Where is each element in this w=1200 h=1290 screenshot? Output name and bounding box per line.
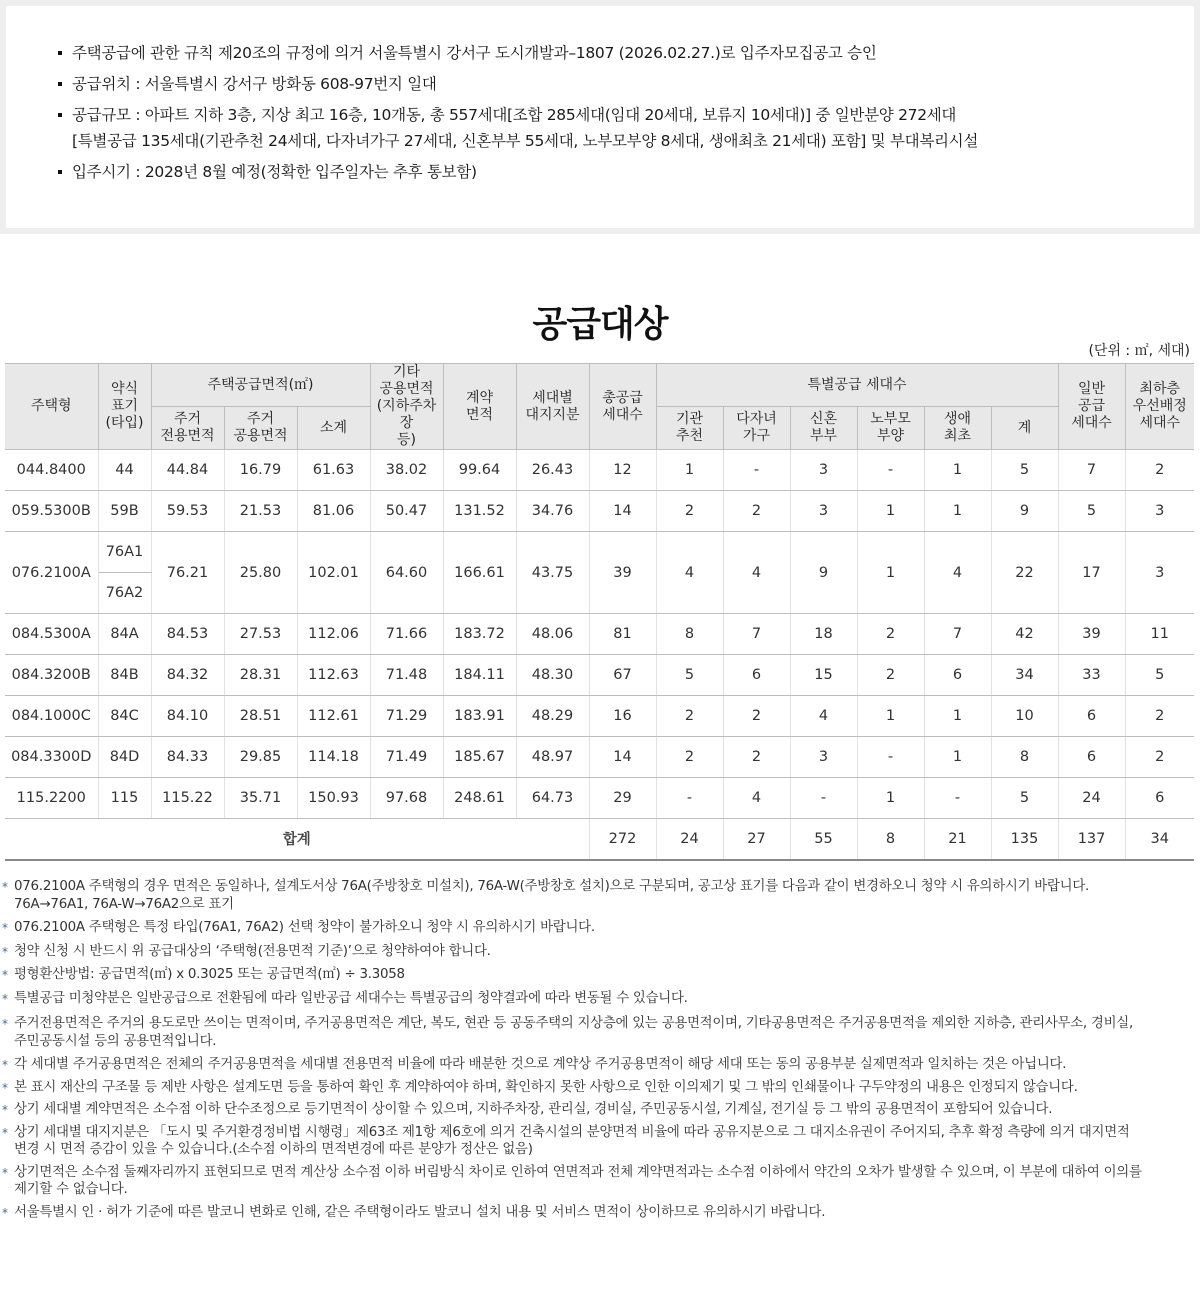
cell-institution: 5 — [656, 655, 723, 696]
cell-housing-type: 076.2100A — [5, 532, 98, 614]
cell-special-total: 34 — [991, 655, 1058, 696]
note-text: 각 세대별 주거공용면적은 전체의 주거공용면적을 세대별 전용면적 비율에 따라 배분한 것으로 계약상 주거공용면적이 해당 세대 또는 동의 공용부분 실제면적과 일치하는 것은 아닙니다. — [14, 1057, 1067, 1072]
cell-general-supply: 6 — [1058, 696, 1125, 737]
asterisk-icon: * — [2, 1205, 8, 1220]
note-text: 076.2100A 주택형은 특정 타입(76A1, 76A2) 선택 청약이 불가하오니 청약 시 유의하시기 바랍니다. — [14, 920, 595, 935]
cell-land-share: 43.75 — [516, 532, 589, 614]
header-multi-child: 다자녀 가구 — [723, 407, 790, 450]
cell-other-common: 71.49 — [370, 737, 443, 778]
cell-short-type: 44 — [98, 450, 151, 491]
note-item — [0, 1164, 1200, 1199]
cell-lowest-floor: 3 — [1125, 491, 1194, 532]
table-row — [5, 655, 1194, 696]
cell-special-total: 5 — [991, 778, 1058, 819]
note-item — [0, 1015, 1200, 1050]
header-special-supply: 특별공급 세대수 — [656, 364, 1058, 407]
note-text-continued: 76A→76A1, 76A-W→76A2으로 표기 — [14, 896, 234, 912]
cell-exclusive: 76.21 — [151, 532, 224, 614]
cell-housing-type: 084.5300A — [5, 614, 98, 655]
cell-lowest-floor: 5 — [1125, 655, 1194, 696]
cell-total-supply: 14 — [589, 491, 656, 532]
cell-housing-type: 059.5300B — [5, 491, 98, 532]
cell-exclusive: 84.53 — [151, 614, 224, 655]
note-text-continued: 제기할 수 없습니다. — [14, 1182, 128, 1197]
cell-multi-child: 2 — [723, 491, 790, 532]
cell-lowest-floor: 6 — [1125, 778, 1194, 819]
cell-first-time: 7 — [924, 614, 991, 655]
note-item — [0, 1101, 1200, 1119]
cell-common: 35.71 — [224, 778, 297, 819]
cell-institution: 2 — [656, 491, 723, 532]
cell-subtotal: 81.06 — [297, 491, 370, 532]
cell-short-type: 76A1 — [98, 532, 151, 573]
cell-other-common: 64.60 — [370, 532, 443, 614]
cell-elderly-parents: 1 — [857, 491, 924, 532]
cell-common: 28.31 — [224, 655, 297, 696]
total-newly: 55 — [790, 819, 857, 860]
cell-contract-area: 248.61 — [443, 778, 516, 819]
cell-first-time: - — [924, 778, 991, 819]
note-text: 청약 신청 시 반드시 위 공급대상의 ‘주택형(전용면적 기준)’으로 청약하여야 합니다. — [14, 943, 491, 959]
cell-first-time: 6 — [924, 655, 991, 696]
cell-subtotal: 112.06 — [297, 614, 370, 655]
cell-exclusive: 84.32 — [151, 655, 224, 696]
cell-newlywed: 4 — [790, 696, 857, 737]
table-row — [5, 532, 1194, 573]
cell-common: 21.53 — [224, 491, 297, 532]
total-sp-total: 135 — [991, 819, 1058, 860]
cell-multi-child: 4 — [723, 778, 790, 819]
cell-land-share: 64.73 — [516, 778, 589, 819]
cell-newlywed: 15 — [790, 655, 857, 696]
summary-item — [58, 159, 1194, 185]
cell-institution: 8 — [656, 614, 723, 655]
total-first: 21 — [924, 819, 991, 860]
note-text: 상기면적은 소수점 둘째자리까지 표현되므로 면적 계산상 소수점 이하 버림방식 차이로 인하여 연면적과 전체 계약면적과는 소수점 이하에서 약간의 오차가 발생할 수 있으며, 이 부분에 대하여 이의를 — [14, 1164, 1142, 1180]
summary-move-in: 입주시기 : 2028년 8월 예정(정확한 입주일자는 추후 통보함) — [72, 163, 477, 181]
header-land-share: 세대별 대지지분 — [516, 364, 589, 450]
summary-approval: 주택공급에 관한 규칙 제20조의 규정에 의거 서울특별시 강서구 도시개발과–1807 (2026.02.27.)로 입주자모집공고 승인 — [72, 44, 877, 62]
note-item — [0, 1204, 1200, 1222]
note-text: 특별공급 미청약분은 일반공급으로 전환됨에 따라 일반공급 세대수는 특별공급의 청약결과에 따라 변동될 수 있습니다. — [14, 990, 688, 1006]
cell-first-time: 1 — [924, 737, 991, 778]
note-text: 본 표시 재산의 구조물 등 제반 사항은 설계도면 등을 통하여 확인 후 계약하여야 하며, 확인하지 못한 사항으로 인한 이의제기 및 그 밖의 인쇄물이나 구두약정의 내용은 인정되지 않습니다. — [14, 1079, 1078, 1095]
cell-multi-child: 6 — [723, 655, 790, 696]
asterisk-icon: * — [2, 991, 8, 1006]
cell-total-supply: 67 — [589, 655, 656, 696]
cell-subtotal: 112.63 — [297, 655, 370, 696]
cell-other-common: 50.47 — [370, 491, 443, 532]
asterisk-icon: * — [2, 944, 8, 959]
asterisk-icon: * — [2, 1080, 8, 1095]
cell-first-time: 4 — [924, 532, 991, 614]
cell-first-time: 1 — [924, 450, 991, 491]
cell-exclusive: 44.84 — [151, 450, 224, 491]
cell-contract-area: 131.52 — [443, 491, 516, 532]
note-text: 076.2100A 주택형의 경우 면적은 동일하나, 설계도서상 76A(주방창호 미설치), 76A-W(주방창호 설치)으로 구분되며, 공고상 표기를 다음과 같이 변경하오니 청약 시 유의하시기 바랍니다. — [14, 879, 1090, 894]
cell-general-supply: 17 — [1058, 532, 1125, 614]
header-first-time: 생애 최초 — [924, 407, 991, 450]
cell-special-total: 42 — [991, 614, 1058, 655]
cell-elderly-parents: 2 — [857, 655, 924, 696]
cell-housing-type: 115.2200 — [5, 778, 98, 819]
cell-total-supply: 81 — [589, 614, 656, 655]
cell-lowest-floor: 2 — [1125, 737, 1194, 778]
cell-exclusive: 115.22 — [151, 778, 224, 819]
cell-special-total: 5 — [991, 450, 1058, 491]
cell-elderly-parents: 1 — [857, 696, 924, 737]
table-row — [5, 737, 1194, 778]
cell-land-share: 48.30 — [516, 655, 589, 696]
table-row — [5, 450, 1194, 491]
cell-land-share: 34.76 — [516, 491, 589, 532]
cell-newlywed: - — [790, 778, 857, 819]
table-row — [5, 491, 1194, 532]
header-exclusive: 주거 전용면적 — [151, 407, 224, 450]
cell-multi-child: 4 — [723, 532, 790, 614]
cell-general-supply: 39 — [1058, 614, 1125, 655]
header-lowest-floor: 최하층 우선배정 세대수 — [1125, 364, 1194, 450]
cell-other-common: 38.02 — [370, 450, 443, 491]
header-common: 주거 공용면적 — [224, 407, 297, 450]
asterisk-icon: * — [2, 1125, 8, 1140]
summary-scale: 공급규모 : 아파트 지하 3층, 지상 최고 16층, 10개동, 총 557세대[조합 285세대(임대 20세대, 보류지 10세대)] 중 일반분양 272세대 — [72, 106, 957, 124]
note-text: 상기 세대별 계약면적은 소수점 이하 단수조정으로 등기면적이 상이할 수 있으며, 지하주차장, 관리실, 경비실, 주민공동시설, 기계실, 전기실 등 그 밖의 공용면적이 포함되어 있습니다. — [14, 1102, 1053, 1117]
cell-housing-type: 084.3300D — [5, 737, 98, 778]
page-title: 공급대상 — [532, 304, 668, 345]
header-contract-area: 계약 면적 — [443, 364, 516, 450]
cell-elderly-parents: 1 — [857, 778, 924, 819]
cell-other-common: 97.68 — [370, 778, 443, 819]
note-text: 평형환산방법: 공급면적(㎡) x 0.3025 또는 공급면적(㎡) ÷ 3.3058 — [14, 967, 405, 982]
cell-total-supply: 14 — [589, 737, 656, 778]
cell-other-common: 71.66 — [370, 614, 443, 655]
header-elderly-parents: 노부모 부양 — [857, 407, 924, 450]
cell-exclusive: 84.10 — [151, 696, 224, 737]
note-item — [0, 966, 1200, 984]
cell-institution: 4 — [656, 532, 723, 614]
total-inst: 24 — [656, 819, 723, 860]
asterisk-icon: * — [2, 880, 8, 894]
note-item — [0, 1079, 1200, 1097]
cell-housing-type: 084.3200B — [5, 655, 98, 696]
cell-institution: 2 — [656, 737, 723, 778]
header-housing-type: 주택형 — [5, 364, 98, 450]
cell-multi-child: - — [723, 450, 790, 491]
cell-housing-type: 044.8400 — [5, 450, 98, 491]
cell-short-type: 84B — [98, 655, 151, 696]
cell-contract-area: 99.64 — [443, 450, 516, 491]
cell-institution: - — [656, 778, 723, 819]
header-special-total: 계 — [991, 407, 1058, 450]
total-elder: 8 — [857, 819, 924, 860]
supply-table — [5, 363, 1194, 861]
total-label: 합계 — [5, 819, 589, 860]
cell-newlywed: 3 — [790, 491, 857, 532]
cell-exclusive: 59.53 — [151, 491, 224, 532]
cell-elderly-parents: 1 — [857, 532, 924, 614]
note-item — [0, 878, 1200, 913]
summary-item — [58, 40, 1194, 66]
cell-short-type: 76A2 — [98, 573, 151, 614]
cell-general-supply: 7 — [1058, 450, 1125, 491]
cell-housing-type: 084.1000C — [5, 696, 98, 737]
cell-contract-area: 166.61 — [443, 532, 516, 614]
cell-institution: 2 — [656, 696, 723, 737]
total-general: 137 — [1058, 819, 1125, 860]
cell-common: 25.80 — [224, 532, 297, 614]
cell-common: 29.85 — [224, 737, 297, 778]
cell-contract-area: 183.91 — [443, 696, 516, 737]
header-total-supply: 총공급 세대수 — [589, 364, 656, 450]
total-multi: 27 — [723, 819, 790, 860]
cell-common: 28.51 — [224, 696, 297, 737]
total-lowest: 34 — [1125, 819, 1194, 860]
cell-land-share: 48.06 — [516, 614, 589, 655]
cell-newlywed: 3 — [790, 737, 857, 778]
cell-land-share: 26.43 — [516, 450, 589, 491]
cell-contract-area: 184.11 — [443, 655, 516, 696]
total-row — [5, 819, 1194, 860]
table-row — [5, 696, 1194, 737]
summary-box — [0, 0, 1200, 234]
cell-total-supply: 39 — [589, 532, 656, 614]
asterisk-icon: * — [2, 968, 8, 982]
cell-subtotal: 114.18 — [297, 737, 370, 778]
cell-short-type: 84D — [98, 737, 151, 778]
cell-other-common: 71.48 — [370, 655, 443, 696]
cell-general-supply: 33 — [1058, 655, 1125, 696]
header-supply-area: 주택공급면적(㎡) — [151, 364, 370, 407]
note-item — [0, 1124, 1200, 1159]
note-text-continued: 주민공동시설 등의 공용면적입니다. — [14, 1033, 217, 1049]
header-other-common: 기타 공용면적 (지하주차장 등) — [370, 364, 443, 450]
cell-elderly-parents: - — [857, 450, 924, 491]
cell-elderly-parents: - — [857, 737, 924, 778]
total-total: 272 — [589, 819, 656, 860]
summary-panel — [6, 6, 1194, 228]
cell-special-total: 9 — [991, 491, 1058, 532]
asterisk-icon: * — [2, 1017, 8, 1031]
cell-multi-child: 2 — [723, 737, 790, 778]
cell-contract-area: 185.67 — [443, 737, 516, 778]
asterisk-icon: * — [2, 1058, 8, 1072]
cell-total-supply: 29 — [589, 778, 656, 819]
unit-label: (단위 : ㎡, 세대) — [1088, 343, 1190, 359]
supply-table-body — [5, 450, 1194, 860]
cell-subtotal: 112.61 — [297, 696, 370, 737]
cell-lowest-floor: 3 — [1125, 532, 1194, 614]
cell-land-share: 48.29 — [516, 696, 589, 737]
cell-general-supply: 24 — [1058, 778, 1125, 819]
cell-elderly-parents: 2 — [857, 614, 924, 655]
cell-special-total: 8 — [991, 737, 1058, 778]
asterisk-icon: * — [2, 1103, 8, 1117]
notes-list — [0, 878, 1200, 1221]
cell-contract-area: 183.72 — [443, 614, 516, 655]
note-text-continued: 변경 시 면적 증감이 있을 수 있습니다.(소수점 이하의 면적변경에 따른 분양가 정산은 없음) — [14, 1142, 533, 1157]
header-subtotal: 소계 — [297, 407, 370, 450]
cell-newlywed: 9 — [790, 532, 857, 614]
note-text: 상기 세대별 대지지분은 「도시 및 주거환경정비법 시행령」제63조 제1항 제6호에 의거 건축시설의 분양면적 비율에 따라 공유지분으로 그 대지소유권이 주어지되, 추후 확정 측량에 의거 대지면적 — [14, 1124, 1130, 1140]
asterisk-icon: * — [2, 1165, 8, 1180]
cell-short-type: 84A — [98, 614, 151, 655]
cell-common: 16.79 — [224, 450, 297, 491]
cell-special-total: 22 — [991, 532, 1058, 614]
cell-special-total: 10 — [991, 696, 1058, 737]
cell-first-time: 1 — [924, 696, 991, 737]
header-short-type: 약식 표기 (타입) — [98, 364, 151, 450]
header-general-supply: 일반 공급 세대수 — [1058, 364, 1125, 450]
cell-newlywed: 18 — [790, 614, 857, 655]
cell-other-common: 71.29 — [370, 696, 443, 737]
summary-scale-detail: [특별공급 135세대(기관추천 24세대, 다자녀가구 27세대, 신혼부부 55세대, 노부모부양 8세대, 생애최초 21세대) 포함] 및 부대복리시설 — [72, 132, 979, 150]
table-row — [5, 614, 1194, 655]
cell-common: 27.53 — [224, 614, 297, 655]
asterisk-icon: * — [2, 921, 8, 935]
cell-lowest-floor: 2 — [1125, 696, 1194, 737]
summary-item — [58, 102, 1194, 128]
note-text: 서울특별시 인 · 허가 기준에 따른 발코니 변화로 인해, 같은 주택형이라도 발코니 설치 내용 및 서비스 면적이 상이하므로 유의하시기 바랍니다. — [14, 1204, 826, 1220]
note-item — [0, 919, 1200, 937]
cell-subtotal: 61.63 — [297, 450, 370, 491]
note-item — [0, 1056, 1200, 1074]
cell-multi-child: 7 — [723, 614, 790, 655]
cell-subtotal: 102.01 — [297, 532, 370, 614]
cell-total-supply: 12 — [589, 450, 656, 491]
cell-general-supply: 5 — [1058, 491, 1125, 532]
cell-general-supply: 6 — [1058, 737, 1125, 778]
summary-location: 공급위치 : 서울특별시 강서구 방화동 608-97번지 일대 — [72, 75, 437, 93]
table-row — [5, 778, 1194, 819]
note-text: 주거전용면적은 주거의 용도로만 쓰이는 면적이며, 주거공용면적은 계단, 복도, 현관 등 공동주택의 지상층에 있는 공용면적이며, 기타공용면적은 주거공용면적을 제외한 지하층, 관리사무소, 경비실, — [14, 1016, 1133, 1031]
cell-short-type: 59B — [98, 491, 151, 532]
header-institution: 기관 추천 — [656, 407, 723, 450]
cell-lowest-floor: 11 — [1125, 614, 1194, 655]
cell-exclusive: 84.33 — [151, 737, 224, 778]
cell-subtotal: 150.93 — [297, 778, 370, 819]
cell-institution: 1 — [656, 450, 723, 491]
cell-land-share: 48.97 — [516, 737, 589, 778]
cell-first-time: 1 — [924, 491, 991, 532]
cell-newlywed: 3 — [790, 450, 857, 491]
header-newlywed: 신혼 부부 — [790, 407, 857, 450]
cell-short-type: 84C — [98, 696, 151, 737]
cell-lowest-floor: 2 — [1125, 450, 1194, 491]
cell-total-supply: 16 — [589, 696, 656, 737]
note-item — [0, 990, 1200, 1008]
cell-multi-child: 2 — [723, 696, 790, 737]
summary-item — [58, 71, 1194, 97]
note-item — [0, 943, 1200, 961]
cell-short-type: 115 — [98, 778, 151, 819]
